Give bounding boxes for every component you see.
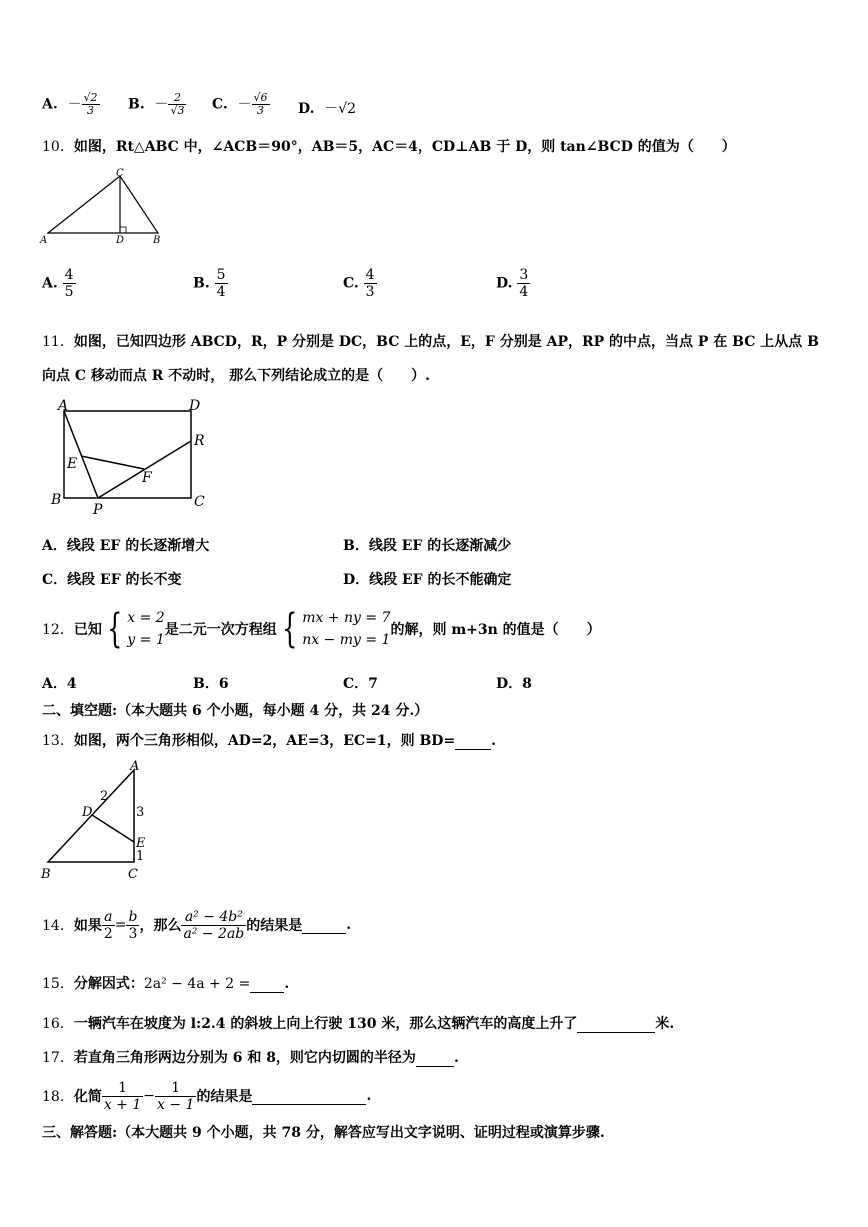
q12-option-b: B．6 bbox=[193, 676, 229, 692]
q10-option-d: D. $\frac{3}{4}$ bbox=[496, 267, 529, 300]
q13-stem: 13．如图，两个三角形相似，AD=2，AE=3，EC=1，则 BD= . bbox=[42, 733, 497, 749]
q11-option-b: B．线段 EF 的长逐渐减少 bbox=[343, 538, 512, 554]
q10-stem: 10．如图，Rt△ABC 中，∠ACB＝90°，AB＝5，AC＝4，CD⊥AB 于 D，则 tan∠BCD 的值为（ ） bbox=[42, 139, 736, 155]
q11-label-f: F bbox=[142, 470, 152, 486]
section-2-heading: 二、填空题:（本大题共 6 个小题，每小题 4 分，共 24 分.） bbox=[42, 703, 429, 719]
q13-label-a: A bbox=[130, 759, 140, 774]
q11-figure bbox=[48, 396, 218, 518]
q11-option-a: A．线段 EF 的长逐渐增大 bbox=[42, 538, 210, 554]
q9-option-b: B. － $\frac{2}{√3}$ bbox=[128, 91, 185, 117]
q11-stem-line1: 11．如图，已知四边形 ABCD，R，P 分别是 DC，BC 上的点，E，F 分别是 AP，RP 的中点，当点 P 在 BC 上从点 B bbox=[42, 334, 819, 350]
q9-option-a: A. － $\frac{√2}{3}$ bbox=[42, 91, 98, 117]
q11-option-d: D．线段 EF 的长不能确定 bbox=[343, 572, 512, 588]
q11-label-d: D bbox=[189, 398, 201, 414]
q13-figure bbox=[38, 758, 158, 886]
q13-label-b: B bbox=[41, 867, 51, 882]
q11-label-b: B bbox=[51, 492, 62, 508]
q12-option-c: C．7 bbox=[343, 676, 378, 692]
q10-label-b: B bbox=[153, 235, 161, 246]
q11-label-a: A bbox=[58, 398, 69, 414]
q10-option-c: C. $\frac{4}{3}$ bbox=[343, 267, 375, 300]
q10-label-d: D bbox=[116, 235, 125, 246]
q11-label-r: R bbox=[194, 433, 205, 449]
q11-label-p: P bbox=[93, 502, 103, 518]
q13-label-e: E bbox=[136, 836, 146, 851]
q15-stem: 15．分解因式：2a² − 4a + 2 = . bbox=[42, 976, 290, 992]
q13-label-3: 3 bbox=[136, 805, 145, 820]
q13-label-1: 1 bbox=[136, 849, 145, 864]
q9-option-d: D. －√2 bbox=[298, 101, 357, 117]
q12-system-2: mx + ny = 7 nx − my = 1 bbox=[302, 610, 391, 648]
q10-figure bbox=[36, 168, 166, 246]
q13-label-2: 2 bbox=[100, 789, 109, 804]
q10-label-c: C bbox=[116, 168, 124, 179]
q10-label-a: A bbox=[40, 235, 48, 246]
section-3-heading: 三、解答题:（本大题共 9 个小题，共 78 分，解答应写出文字说明、证明过程或演算步骤. bbox=[42, 1125, 605, 1141]
q12-stem: 12． 已知 { x = 2 y = 1 是二元一次方程组 { mx + ny = 7 nx − my = 1 的解，则 m+3n 的值是（ ） bbox=[42, 606, 601, 652]
q9-option-c: C. － $\frac{√6}{3}$ bbox=[212, 91, 268, 117]
q12-option-a: A．4 bbox=[42, 676, 77, 692]
q16-stem: 16．一辆汽车在坡度为 l:2.4 的斜坡上向上行驶 130 米，那么这辆汽车的高度上升了 米. bbox=[42, 1016, 675, 1032]
q18-stem: 18． 化简 $\frac{1}{x + 1}$ − $\frac{1}{x - 1}$ 的结果是 . bbox=[42, 1079, 372, 1113]
q11-label-c: C bbox=[194, 494, 205, 510]
q13-label-c: C bbox=[128, 867, 138, 882]
q11-label-e: E bbox=[67, 456, 78, 472]
q11-option-c: C．线段 EF 的长不变 bbox=[42, 572, 182, 588]
q11-stem-line2: 向点 C 移动而点 R 不动时， 那么下列结论成立的是（ ）. bbox=[42, 368, 431, 384]
q17-stem: 17．若直角三角形两边分别为 6 和 8，则它内切圆的半径为 . bbox=[42, 1050, 459, 1066]
q12-system-1: x = 2 y = 1 bbox=[127, 610, 165, 648]
q10-option-a: A. $\frac{4}{5}$ bbox=[42, 267, 74, 300]
q10-option-b: B. $\frac{5}{4}$ bbox=[193, 267, 226, 300]
q12-option-d: D．8 bbox=[496, 676, 532, 692]
q14-stem: 14． 如果 $\frac{a}{2}$ = $\frac{b}{3}$ ，那么 $\frac{\text{a² − 4b²}}{\text{a² − 2ab}}$ 的结果是 . bbox=[42, 908, 352, 942]
q13-label-d: D bbox=[82, 805, 93, 820]
